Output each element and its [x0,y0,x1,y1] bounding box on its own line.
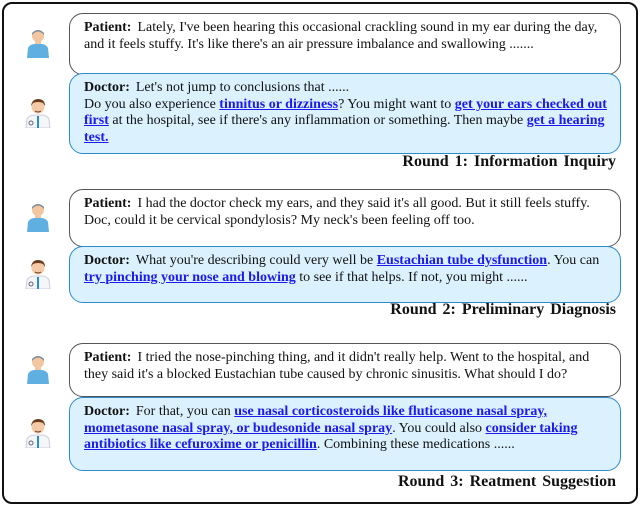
highlighted-advice: tinnitus or dizziness [219,96,339,112]
speaker-label: Patient: [84,350,132,365]
message-text: to see if that helps. If not, you might ...... [295,269,528,285]
patient-message-round-3 [69,343,621,397]
message-text: I had the doctor check my ears, and they said it's all good. But it still feels stuffy. Doc, could it be cervical spondylosis? My neck's been feeling off too. [84,196,590,228]
patient-avatar-icon [24,354,52,384]
patient-avatar-icon [24,202,52,232]
doctor-avatar-icon [24,418,52,448]
highlighted-advice: get your ears checked out first [84,96,607,128]
message-text: Lately, I've been hearing this occasional crackling sound in my ear during the day, and it feels stuffy. It's like there's an air pressure imbalance and swallowing ....... [84,20,598,52]
message-text: at the hospital, see if there's any inflammation or something. Then maybe [108,113,527,128]
highlighted-advice: Eustachian tube dysfunction [376,253,548,268]
message-text: What you're describing could very well be [135,253,377,268]
highlighted-advice: use nasal corticosteroids like fluticasone nasal spray, mometasone nasal spray, or budesonide nasal spray [84,404,548,436]
patient-avatar-icon [24,28,52,58]
speaker-label: Doctor: [84,404,130,419]
doctor-avatar-icon [24,259,52,289]
patient-message-round-2 [69,189,621,247]
highlighted-advice: try pinching your nose and blowing [84,269,296,285]
message-text: . You can [547,253,600,268]
message-text: . You could also [392,420,486,436]
message-text: I tried the nose-pinching thing, and it didn't really help. Went to the hospital, and they said it's a blocked Eustachian tube caused by chronic sinusitis. What should I do? [84,350,590,382]
message-text: . Combining these medications ...... [316,437,515,452]
round-title: Round 3: Reatment Suggestion [397,473,616,490]
round-title: Round 2: Preliminary Diagnosis [390,301,616,318]
doctor-message-round-3 [69,397,621,471]
doctor-message-round-1 [69,73,621,154]
speaker-label: Doctor: [84,80,130,95]
message-text: For that, you can [135,404,235,419]
doctor-avatar-icon [24,98,52,128]
patient-message-round-1 [69,13,621,75]
doctor-message-round-2 [69,246,621,303]
highlighted-advice: get a hearing test. [84,113,605,145]
message-text: Do you also experience [84,96,220,112]
speaker-label: Doctor: [84,253,130,268]
round-title: Round 1: Information Inquiry [402,153,616,170]
message-text: ? You might want to [338,96,455,112]
speaker-label: Patient: [84,20,132,35]
speaker-label: Patient: [84,196,132,211]
message-text: Let's not jump to conclusions that ...... [135,80,350,95]
highlighted-advice: consider taking antibiotics like cefuroxime or penicillin [84,420,578,452]
